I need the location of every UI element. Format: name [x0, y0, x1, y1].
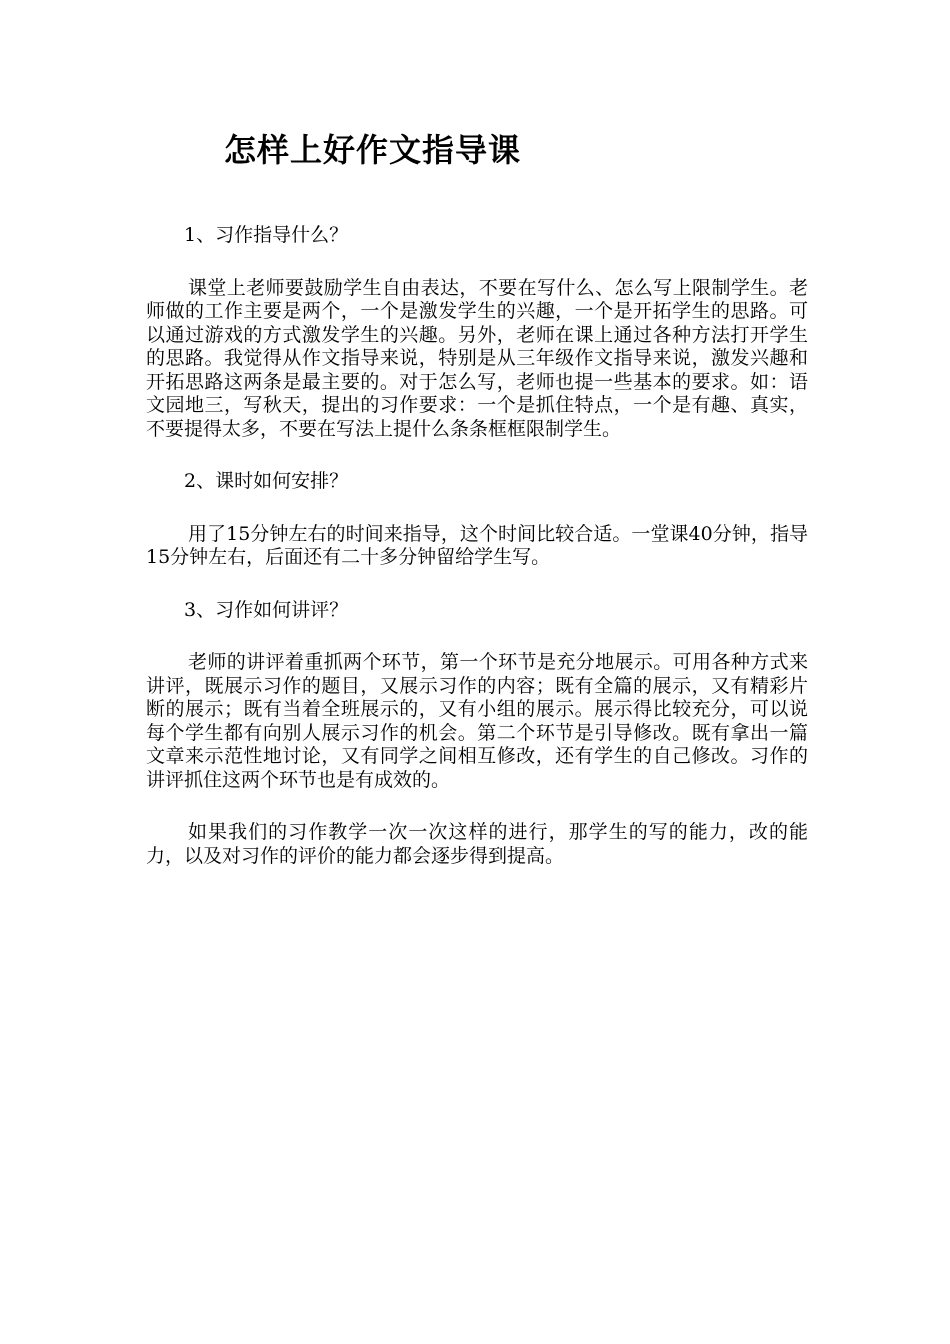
section-3-paragraph-1: 老师的讲评着重抓两个环节，第一个环节是充分地展示。可用各种方式来讲评，既展示习作的题目，又展示习作的内容；既有全篇的展示，又有精彩片断的展示；既有当着全班展示的，又有小组的展示。展示得比较充分，可以说每个学生都有向别人展示习作的机会。第二个环节是引导修改。既有拿出一篇文章来示范性地讨论，又有同学之间相互修改，还有学生的自己修改。习作的讲评抓住这两个环节也是有成效的。 — [146, 651, 808, 791]
section-1-paragraph-1: 课堂上老师要鼓励学生自由表达，不要在写什么、怎么写上限制学生。老师做的工作主要是两个，一个是激发学生的兴趣，一个是开拓学生的思路。可以通过游戏的方式激发学生的兴趣。另外，老师在课上通过各种方法打开学生的思路。我觉得从作文指导来说，特别是从三年级作文指导来说，激发兴趣和开拓思路这两条是最主要的。对于怎么写，老师也提一些基本的要求。如：语文园地三，写秋天，提出的习作要求：一个是抓住特点，一个是有趣、真实，不要提得太多，不要在写法上提什么条条框框限制学生。 — [146, 276, 808, 440]
section-heading-3: 3、习作如何讲评？ — [184, 598, 349, 621]
section-heading-1: 1、习作指导什么？ — [184, 224, 349, 246]
section-3-paragraph-2: 如果我们的习作教学一次一次这样的进行，那学生的写的能力，改的能力，以及对习作的评价的能力都会逐步得到提高。 — [146, 821, 808, 867]
document-body — [146, 224, 808, 868]
section-heading-2: 2、课时如何安排？ — [184, 470, 349, 492]
section-2-paragraph-1: 用了15分钟左右的时间来指导，这个时间比较合适。一堂课40分钟，指导15分钟左右，后面还有二十多分钟留给学生写。 — [146, 522, 808, 568]
document-title: 怎样上好作文指导课 — [224, 131, 522, 169]
